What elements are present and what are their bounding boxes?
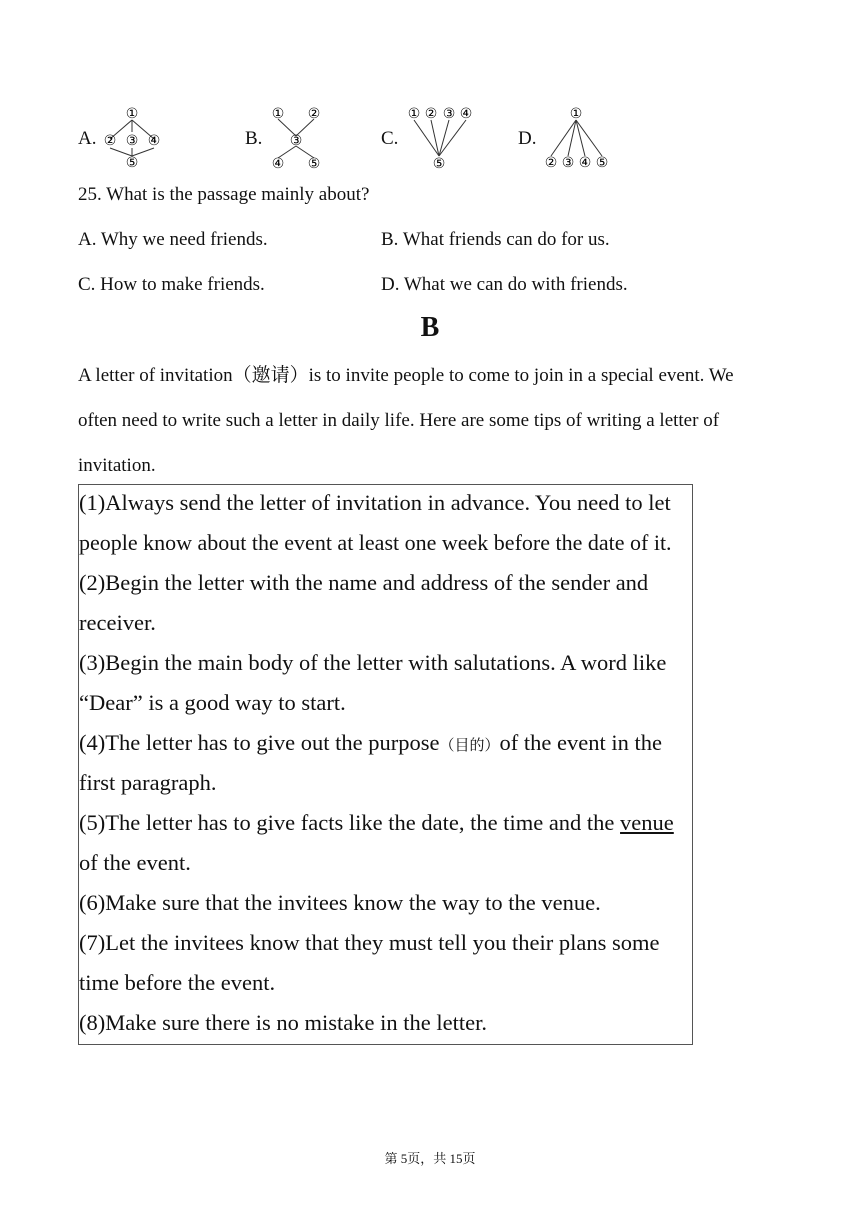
tip-2-line-2: receiver. [79, 610, 156, 635]
option-a-diagram [100, 104, 164, 170]
tip-4-line-1 [79, 730, 662, 759]
q25-option-c: C. How to make friends. [78, 274, 265, 295]
node-3: ③ [289, 133, 303, 149]
intro-line-2: often need to write such a letter in daily life. Here are some tips of writing a letter of [78, 410, 720, 431]
node-1: ① [569, 106, 583, 122]
tip-2-line-1: (2)Begin the letter with the name and address of the sender and [79, 570, 649, 595]
option-d-label: D. [518, 128, 537, 149]
node-4: ④ [271, 156, 285, 170]
q25-option-d: D. What we can do with friends. [381, 274, 628, 295]
node-5: ⑤ [307, 156, 321, 170]
node-3: ③ [442, 106, 456, 122]
node-2: ② [307, 106, 321, 122]
option-c-label: C. [381, 128, 399, 149]
q25-option-a: A. Why we need friends. [78, 229, 268, 250]
tip-5-line-1 [79, 810, 674, 836]
tip-5-underlined-word: venue [620, 810, 674, 835]
node-5: ⑤ [595, 155, 609, 170]
node-1: ① [271, 106, 285, 122]
node-1: ① [407, 106, 421, 122]
tip-1-line-2: people know about the event at least one week before the date of it. [79, 530, 672, 555]
tip-4-line-2: first paragraph. [79, 770, 217, 795]
tips-box [78, 484, 693, 1045]
option-d-diagram [541, 104, 613, 170]
option-b-label: B. [245, 128, 263, 149]
tip-4-text-start: (4)The letter has to give out the purpose [79, 730, 440, 755]
section-b-heading: B [420, 312, 440, 343]
tip-8-line-1: (8)Make sure there is no mistake in the letter. [79, 1010, 487, 1035]
tip-3-line-1: (3)Begin the main body of the letter with salutations. A word like [79, 650, 667, 675]
tip-7-line-2: time before the event. [79, 970, 276, 995]
intro-line-1: A letter of invitation（邀请）is to invite people to come to join in a special event. We [78, 365, 734, 386]
node-2: ② [103, 133, 117, 149]
tip-4-note: （目的） [439, 738, 500, 754]
node-3: ③ [125, 133, 139, 149]
intro-line-3: invitation. [78, 455, 156, 476]
tip-5-line-2: of the event. [79, 850, 191, 875]
node-4: ④ [147, 133, 161, 149]
option-a-label: A. [78, 128, 97, 149]
option-c-diagram [404, 104, 476, 170]
node-3: ③ [561, 155, 575, 170]
node-5: ⑤ [432, 156, 446, 170]
tip-4-text-end: of the event in the [499, 730, 662, 755]
tip-6-line-1: (6)Make sure that the invitees know the way to the venue. [79, 890, 601, 915]
node-5: ⑤ [125, 155, 139, 170]
node-4: ④ [578, 155, 592, 170]
tip-1-line-1: (1)Always send the letter of invitation in advance. You need to let [79, 490, 671, 515]
node-4: ④ [459, 106, 473, 122]
page-footer: 第 5页，共 15页 [384, 1151, 476, 1166]
option-b-diagram [268, 104, 328, 170]
tip-3-line-2: “Dear” is a good way to start. [79, 690, 346, 715]
node-1: ① [125, 106, 139, 122]
q25-option-b: B. What friends can do for us. [381, 229, 610, 250]
question-25-stem: 25. What is the passage mainly about? [78, 184, 370, 205]
node-2: ② [544, 155, 558, 170]
node-2: ② [424, 106, 438, 122]
tip-5-text-start: (5)The letter has to give facts like the date, the time and the [79, 810, 621, 835]
tip-7-line-1: (7)Let the invitees know that they must tell you their plans some [79, 930, 660, 955]
